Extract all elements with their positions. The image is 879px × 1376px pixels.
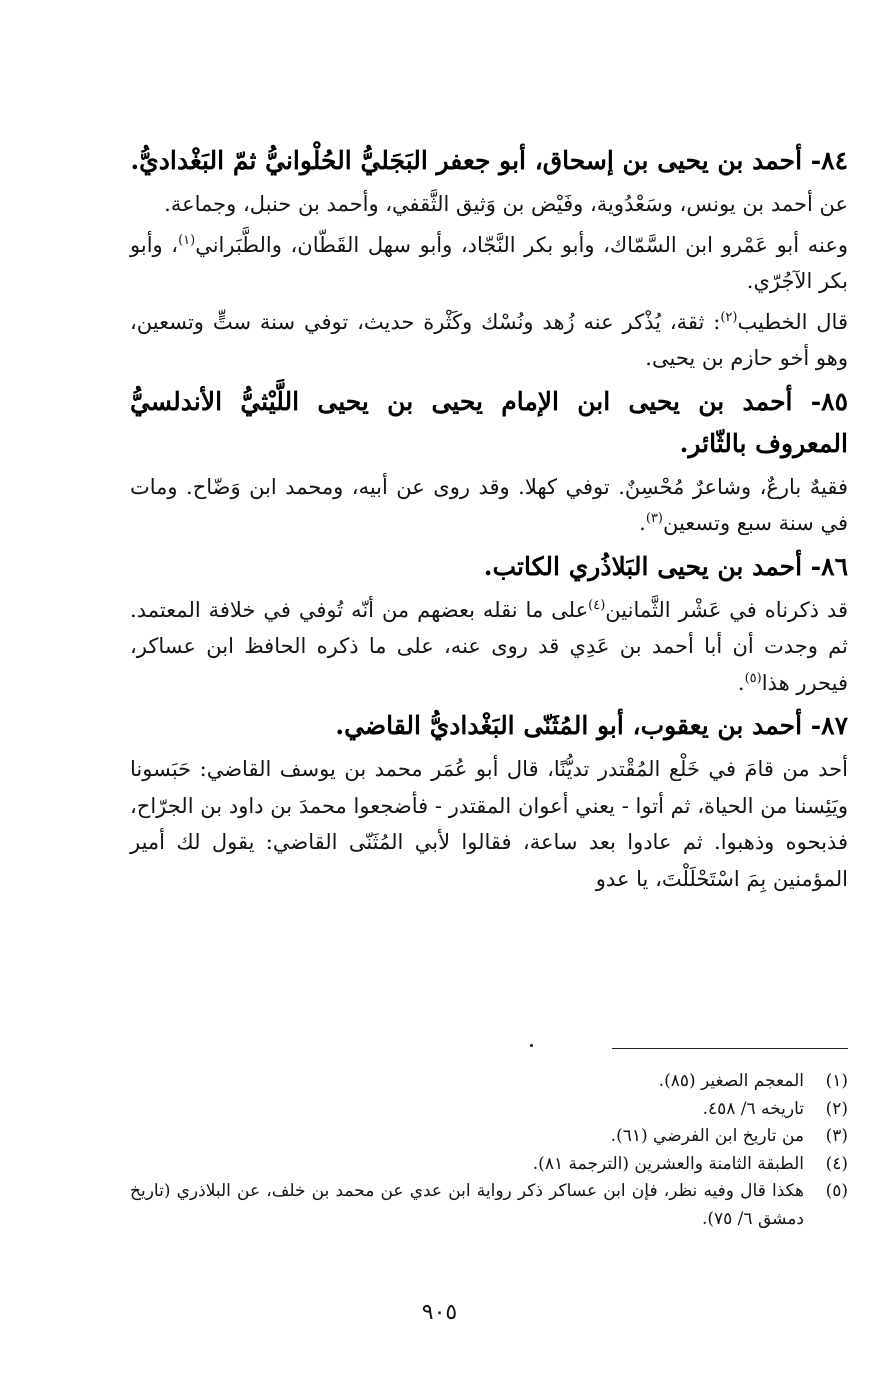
footnote-number: (١) [825, 1071, 848, 1091]
stray-dot [530, 1044, 533, 1047]
paragraph-text: قد ذكرناه في عَشْر الثَّمانين [605, 597, 848, 622]
footnote-4 [130, 1151, 848, 1179]
paragraph-text: ، وأبو بكر الآجُرّي. [130, 232, 848, 293]
paragraph-end: . [737, 670, 745, 695]
entry-85-title: ٨٥- أحمد بن يحيى ابن الإمام يحيى بن يحيى اللَّيْثيُّ الأندلسيُّ المعروف بالثّائر. [130, 386, 848, 458]
footnote-ref-1[interactable]: (١) [178, 232, 196, 248]
paragraph-text: أحد من قامَ في خَلْع المُقْتدر تديُّنًا، قال أبو عُمَر محمد بن يوسف القاضي: حَبَسونا ويَئِسنا من الحياة، ثم أتوا - يعني أعوان المقتدر - فأضجعوا محمدَ بن داود بن الجرّاح، فذبحوه وذهبوا. ثم عادوا بعد ساعة، فقالوا لأبي المُثَنّى القاضي: يقول لك أمير المؤمنين بِمَ اسْتَحْلَلْتَ، يا عدو [130, 757, 848, 891]
footnote-number: (٢) [825, 1098, 848, 1119]
footnote-5 [130, 1178, 848, 1233]
paragraph-text: وعنه أبو عَمْرو ابن السَّمّاك، وأبو بكر النَّجّاد، وأبو سهل القَطّان، والطَّبَراني [195, 232, 848, 257]
entry-86-para-1 [130, 592, 848, 702]
paragraph-text: قال الخطيب [737, 309, 848, 334]
paragraph-text: . [639, 511, 646, 535]
footnote-text: الطبقة الثامنة والعشرين (الترجمة ٨١). [532, 1153, 804, 1174]
paragraph-text: : ثقة، يُذْكر عنه زُهد ونُسْك وكَثْرة حديث، توفي سنة ستٍّ وتسعين، وهو أخو حازم بن يحيى. [130, 309, 848, 370]
entry-85-para-1 [130, 469, 848, 542]
footnote-ref-2[interactable]: (٢) [720, 309, 738, 325]
entry-86-title: ٨٦- أحمد بن يحيى البَلاذُري الكاتب. [483, 551, 848, 581]
entry-84-para-3 [130, 304, 848, 377]
footnote-2 [130, 1096, 848, 1124]
entry-84-para-2 [130, 227, 848, 300]
footnote-text: هكذا قال وفيه نظر، فإن ابن عساكر ذكر رواية ابن عدي عن محمد بن خلف، عن البلاذري (تاريخ دمشق ٦/ ٧٥). [130, 1181, 804, 1229]
footnote-1 [130, 1068, 848, 1096]
main-text [130, 140, 848, 901]
paragraph-text: عن أحمد بن يونس، وسَعْدُوية، وفَيْض بن وَثيق الثَّقفي، وأحمد بن حنبل، وجماعة. [164, 192, 848, 216]
footnote-text: تاريخه ٦/ ٤٥٨. [702, 1098, 804, 1119]
footnote-ref-4-inline[interactable]: (٤) [588, 597, 606, 613]
entry-87-para-1 [130, 751, 848, 897]
footnote-separator [612, 1048, 848, 1049]
footnote-ref-5[interactable]: (٥) [744, 670, 762, 686]
paragraph-text: على ما نقله بعضهم من أنّه تُوفي في خلافة المعتمد. ثم وجدت أن أبا أحمد بن عَدِي قد روى عنه، على ما ذكره الحافظ ابن عساكر، فيحرر هذا [130, 597, 848, 695]
page-number: ٩٠٥ [421, 1300, 458, 1325]
paragraph-text: فقيهٌ بارعٌ، وشاعرٌ مُحْسِنٌ. توفي كهلا. وقد روى عن أبيه، ومحمد ابن وَضّاح. ومات في سنة سبع وتسعين [130, 474, 848, 535]
footnotes [130, 1068, 848, 1233]
entry-84-para-1 [130, 186, 848, 223]
footnote-text: المعجم الصغير (٨٥). [658, 1071, 804, 1091]
footnote-3 [130, 1123, 848, 1151]
footnote-number: (٤) [825, 1153, 848, 1174]
entry-84-title: ٨٤- أحمد بن يحيى بن إسحاق، أبو جعفر البَجَليُّ الحُلْوانيُّ ثمّ البَغْداديُّ. [130, 146, 848, 175]
footnote-ref-3[interactable]: (٣) [645, 511, 663, 526]
entry-87-title: ٨٧- أحمد بن يعقوب، أبو المُثَنّى البَغْداديُّ القاضي. [335, 711, 848, 740]
footnote-number: (٣) [825, 1126, 848, 1146]
footnote-number: (٥) [825, 1181, 848, 1201]
footnote-text: من تاريخ ابن الفرضي (٦١). [610, 1126, 804, 1146]
